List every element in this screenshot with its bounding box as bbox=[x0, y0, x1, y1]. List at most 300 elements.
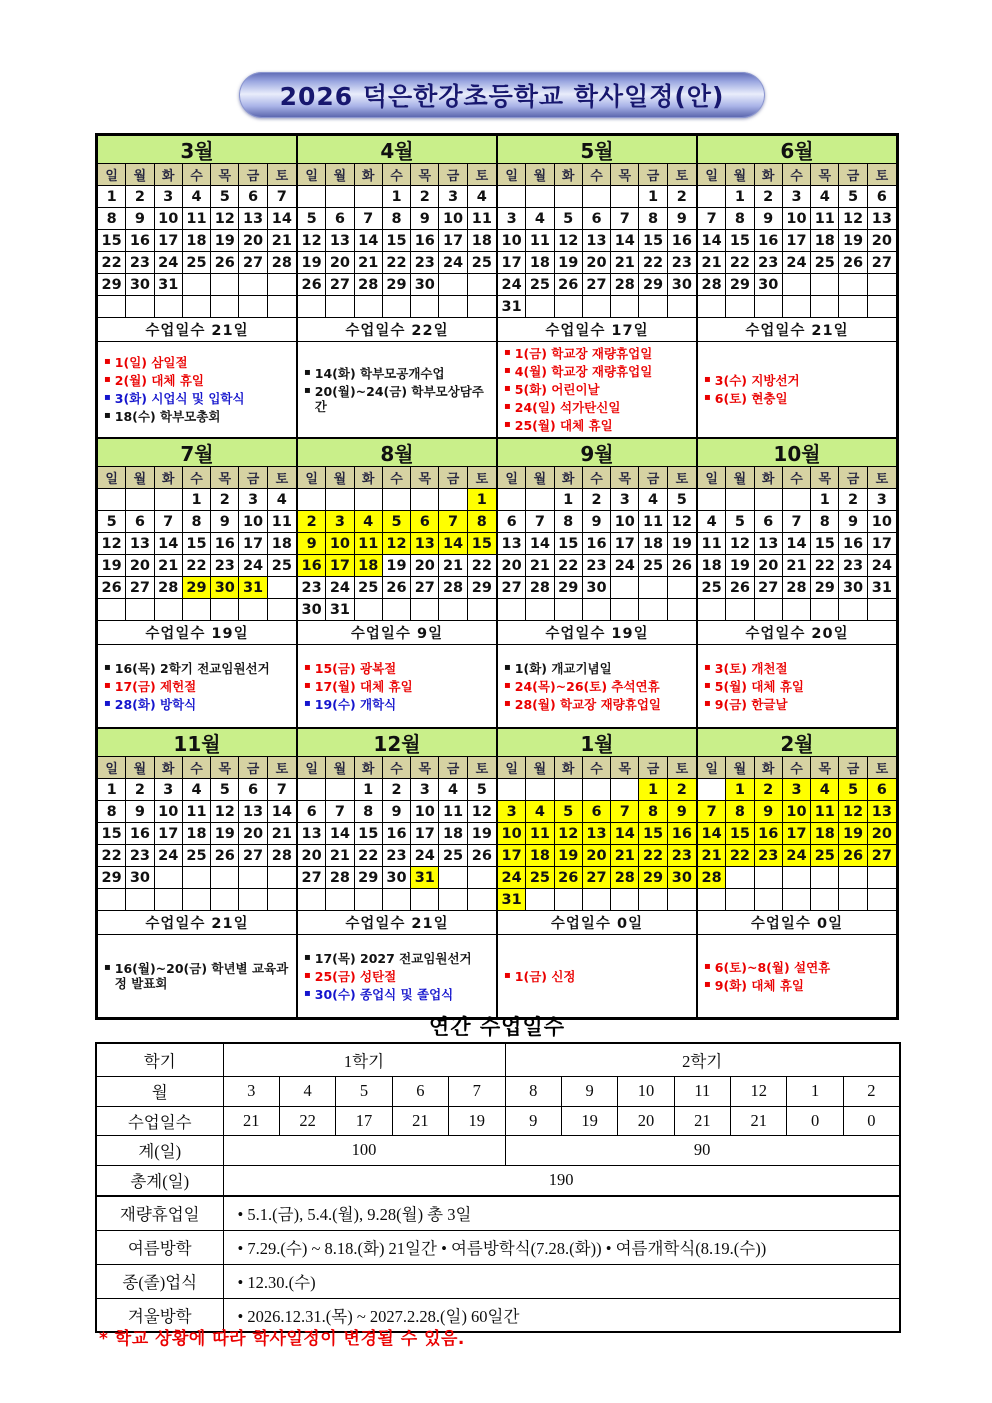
date-cell bbox=[611, 577, 639, 599]
weekday-header: 토 bbox=[475, 762, 489, 777]
date-cell bbox=[298, 779, 326, 801]
date-cell: 4 bbox=[468, 186, 496, 208]
weekday-header-row bbox=[98, 757, 296, 779]
date-cell: 13 bbox=[411, 533, 439, 555]
date-cell bbox=[526, 186, 554, 208]
date-cell: 29 bbox=[555, 577, 583, 599]
summary-cell: 2학기 bbox=[505, 1043, 900, 1076]
date-cell: 3 bbox=[611, 489, 639, 511]
weekday-header: 월 bbox=[526, 467, 554, 488]
date-cell bbox=[439, 489, 467, 511]
weekday-header: 목 bbox=[611, 757, 639, 778]
date-cell bbox=[639, 296, 667, 318]
weekday-header: 월 bbox=[726, 467, 754, 488]
date-cell: 24 bbox=[783, 845, 811, 867]
date-cell: 21 bbox=[268, 823, 296, 845]
date-cell bbox=[468, 867, 496, 889]
weekday-header: 목 bbox=[811, 467, 839, 488]
weekday-header: 화 bbox=[755, 164, 783, 185]
weekday-header: 금 bbox=[639, 757, 667, 778]
date-cell bbox=[811, 599, 839, 621]
date-cell: 2 bbox=[668, 779, 696, 801]
date-cell bbox=[98, 296, 126, 318]
date-cell: 4 bbox=[268, 489, 296, 511]
date-cell: 28 bbox=[783, 577, 811, 599]
weekday-header: 화 bbox=[755, 467, 783, 488]
date-cell: 30 bbox=[755, 274, 783, 296]
date-cell: 4 bbox=[183, 779, 211, 801]
date-cell: 11 bbox=[468, 208, 496, 230]
date-cell: 10 bbox=[783, 801, 811, 823]
date-cell bbox=[239, 274, 267, 296]
summary-cell: 1학기 bbox=[223, 1043, 505, 1076]
date-cell bbox=[183, 599, 211, 621]
date-cell: 1 bbox=[726, 779, 754, 801]
school-days-count: 수업일수 21일 bbox=[698, 318, 896, 342]
date-cell: 19 bbox=[298, 252, 326, 274]
weekday-header: 금 bbox=[239, 757, 267, 778]
date-cell: 30 bbox=[383, 867, 411, 889]
date-cell: 1 bbox=[183, 489, 211, 511]
month-title: 7월 bbox=[98, 439, 296, 467]
summary-row-label: 여름방학 bbox=[96, 1230, 223, 1264]
summary-cell: 9 bbox=[561, 1076, 617, 1106]
summary-cell: 21 bbox=[392, 1106, 448, 1135]
school-days-count: 수업일수 19일 bbox=[498, 621, 696, 645]
date-cell bbox=[155, 889, 183, 911]
date-cell: 8 bbox=[383, 208, 411, 230]
weekday-header: 목 bbox=[211, 467, 239, 488]
date-cell: 27 bbox=[239, 845, 267, 867]
weekday-header: 일 bbox=[498, 164, 526, 185]
weekday-header: 목 bbox=[611, 467, 639, 488]
date-cell: 21 bbox=[526, 555, 554, 577]
date-cell: 19 bbox=[555, 845, 583, 867]
weekday-header: 일 bbox=[298, 467, 326, 488]
date-cell: 9 bbox=[126, 801, 154, 823]
date-cell: 19 bbox=[839, 230, 867, 252]
date-cell: 31 bbox=[155, 274, 183, 296]
date-cell bbox=[439, 889, 467, 911]
month-block-9 bbox=[497, 438, 697, 728]
date-cell: 22 bbox=[726, 252, 754, 274]
summary-cell: 90 bbox=[505, 1135, 900, 1165]
date-cell bbox=[268, 274, 296, 296]
summary-row-label: 월 bbox=[96, 1076, 223, 1106]
weekday-header: 일 bbox=[98, 467, 126, 488]
date-cell: 4 bbox=[526, 801, 554, 823]
date-cell bbox=[555, 599, 583, 621]
date-cell: 12 bbox=[839, 801, 867, 823]
date-cell: 31 bbox=[498, 889, 526, 911]
date-cell: 2 bbox=[755, 186, 783, 208]
weekday-header: 수 bbox=[383, 467, 411, 488]
date-grid bbox=[698, 779, 896, 911]
date-cell: 30 bbox=[126, 274, 154, 296]
date-cell: 26 bbox=[383, 577, 411, 599]
date-cell bbox=[611, 186, 639, 208]
date-cell: 28 bbox=[155, 577, 183, 599]
date-cell: 7 bbox=[611, 208, 639, 230]
date-cell: 4 bbox=[183, 186, 211, 208]
summary-row-label: 수업일수 bbox=[96, 1106, 223, 1135]
date-cell: 27 bbox=[411, 577, 439, 599]
date-cell bbox=[411, 599, 439, 621]
date-cell: 3 bbox=[155, 186, 183, 208]
date-cell bbox=[98, 889, 126, 911]
weekday-header: 월 bbox=[726, 164, 754, 185]
date-cell bbox=[298, 489, 326, 511]
note-line: ▪ 1(화) 개교기념일 bbox=[503, 661, 694, 676]
date-cell: 1 bbox=[98, 779, 126, 801]
date-cell bbox=[583, 889, 611, 911]
date-cell: 26 bbox=[555, 274, 583, 296]
weekday-header-row bbox=[498, 467, 696, 489]
weekday-header: 목 bbox=[411, 757, 439, 778]
summary-cell: 22 bbox=[279, 1106, 335, 1135]
summary-cell: 0 bbox=[787, 1106, 843, 1135]
date-cell: 13 bbox=[868, 801, 896, 823]
date-cell: 24 bbox=[155, 252, 183, 274]
date-cell: 11 bbox=[526, 823, 554, 845]
date-cell: 19 bbox=[668, 533, 696, 555]
date-cell: 29 bbox=[98, 867, 126, 889]
date-cell: 27 bbox=[583, 867, 611, 889]
date-cell: 16 bbox=[668, 823, 696, 845]
note-line: ▪ 18(수) 학부모총회 bbox=[103, 409, 294, 424]
date-cell bbox=[155, 296, 183, 318]
date-cell: 16 bbox=[755, 230, 783, 252]
date-cell bbox=[583, 296, 611, 318]
weekday-header-row bbox=[298, 467, 496, 489]
date-cell: 28 bbox=[698, 867, 726, 889]
date-cell: 17 bbox=[783, 823, 811, 845]
date-cell: 12 bbox=[298, 230, 326, 252]
date-cell: 10 bbox=[155, 208, 183, 230]
summary-cell: 0 bbox=[843, 1106, 899, 1135]
date-cell: 23 bbox=[126, 252, 154, 274]
date-cell bbox=[383, 599, 411, 621]
date-cell bbox=[383, 296, 411, 318]
date-cell bbox=[839, 274, 867, 296]
date-cell: 15 bbox=[383, 230, 411, 252]
date-cell bbox=[211, 889, 239, 911]
weekday-header: 일 bbox=[698, 467, 726, 488]
date-cell: 5 bbox=[839, 779, 867, 801]
weekday-header: 금 bbox=[839, 164, 867, 185]
date-cell: 27 bbox=[498, 577, 526, 599]
footer-note: * 학교 상황에 따라 학사일정이 변경될 수 있음. bbox=[99, 1329, 465, 1349]
date-cell: 20 bbox=[868, 230, 896, 252]
date-cell: 2 bbox=[383, 779, 411, 801]
date-cell: 26 bbox=[211, 845, 239, 867]
date-cell: 21 bbox=[268, 230, 296, 252]
note-line: ▪ 25(금) 성탄절 bbox=[303, 969, 494, 984]
date-cell: 16 bbox=[755, 823, 783, 845]
date-cell: 20 bbox=[239, 230, 267, 252]
note-line: ▪ 24(목)~26(토) 추석연휴 bbox=[503, 679, 694, 694]
date-cell: 7 bbox=[783, 511, 811, 533]
month-block-12 bbox=[297, 728, 497, 1018]
date-cell bbox=[439, 274, 467, 296]
school-days-count: 수업일수 9일 bbox=[298, 621, 496, 645]
note-line: ▪ 3(화) 시업식 및 입학식 bbox=[103, 391, 294, 406]
date-cell: 13 bbox=[326, 230, 354, 252]
date-cell bbox=[239, 867, 267, 889]
date-cell bbox=[183, 889, 211, 911]
date-cell bbox=[668, 889, 696, 911]
date-cell: 31 bbox=[239, 577, 267, 599]
summary-row-label: 계(일) bbox=[96, 1135, 223, 1165]
date-cell bbox=[611, 779, 639, 801]
date-cell bbox=[783, 867, 811, 889]
summary-cell: 19 bbox=[449, 1106, 505, 1135]
month-title: 1월 bbox=[498, 729, 696, 757]
date-cell: 24 bbox=[411, 845, 439, 867]
date-cell bbox=[268, 577, 296, 599]
date-cell bbox=[726, 296, 754, 318]
weekday-header: 일 bbox=[98, 164, 126, 185]
date-cell: 25 bbox=[526, 274, 554, 296]
date-cell: 3 bbox=[783, 186, 811, 208]
date-cell: 2 bbox=[583, 489, 611, 511]
date-cell bbox=[239, 599, 267, 621]
month-notes bbox=[98, 645, 296, 727]
weekday-header: 화 bbox=[155, 164, 183, 185]
note-line: ▪ 17(월) 대체 휴일 bbox=[303, 679, 494, 694]
date-cell: 8 bbox=[639, 208, 667, 230]
summary-row-label: 학기 bbox=[96, 1043, 223, 1076]
date-cell bbox=[868, 889, 896, 911]
month-title: 6월 bbox=[698, 136, 896, 164]
date-cell: 2 bbox=[126, 779, 154, 801]
weekday-header: 목 bbox=[811, 757, 839, 778]
weekday-header: 일 bbox=[698, 164, 726, 185]
date-cell: 12 bbox=[98, 533, 126, 555]
date-cell: 12 bbox=[468, 801, 496, 823]
date-cell: 28 bbox=[526, 577, 554, 599]
date-cell: 29 bbox=[98, 274, 126, 296]
month-notes bbox=[698, 935, 896, 1017]
date-cell bbox=[468, 889, 496, 911]
date-cell: 8 bbox=[639, 801, 667, 823]
month-title: 8월 bbox=[298, 439, 496, 467]
month-block-3 bbox=[97, 135, 297, 438]
summary-cell: 19 bbox=[561, 1106, 617, 1135]
date-cell bbox=[668, 599, 696, 621]
weekday-header: 금 bbox=[439, 757, 467, 778]
date-cell: 8 bbox=[98, 208, 126, 230]
date-cell: 9 bbox=[126, 208, 154, 230]
summary-cell: 190 bbox=[223, 1165, 900, 1196]
date-cell: 10 bbox=[439, 208, 467, 230]
date-cell: 22 bbox=[811, 555, 839, 577]
date-cell: 29 bbox=[811, 577, 839, 599]
date-cell: 3 bbox=[326, 511, 354, 533]
date-cell: 26 bbox=[211, 252, 239, 274]
summary-cell: 1 bbox=[787, 1076, 843, 1106]
date-cell: 11 bbox=[268, 511, 296, 533]
note-line: ▪ 16(목) 2학기 전교임원선거 bbox=[103, 661, 294, 676]
date-cell: 15 bbox=[355, 823, 383, 845]
note-line: ▪ 4(월) 학교장 재량휴업일 bbox=[503, 364, 694, 379]
date-cell: 29 bbox=[355, 867, 383, 889]
summary-cell: 9 bbox=[505, 1106, 561, 1135]
date-cell bbox=[439, 867, 467, 889]
note-line: ▪ 20(월)~24(금) 학부모상담주간 bbox=[303, 384, 494, 414]
date-cell: 22 bbox=[639, 845, 667, 867]
date-cell: 20 bbox=[583, 845, 611, 867]
date-cell: 1 bbox=[639, 779, 667, 801]
date-cell: 24 bbox=[239, 555, 267, 577]
weekday-header: 금 bbox=[239, 467, 267, 488]
date-cell: 10 bbox=[498, 823, 526, 845]
date-cell: 8 bbox=[355, 801, 383, 823]
date-cell: 14 bbox=[698, 230, 726, 252]
date-cell bbox=[555, 779, 583, 801]
date-cell: 11 bbox=[639, 511, 667, 533]
date-cell: 26 bbox=[555, 867, 583, 889]
date-cell: 6 bbox=[239, 186, 267, 208]
weekday-header: 토 bbox=[675, 472, 689, 487]
date-cell bbox=[468, 274, 496, 296]
date-cell: 5 bbox=[668, 489, 696, 511]
date-cell bbox=[811, 867, 839, 889]
month-notes bbox=[98, 935, 296, 1017]
month-notes bbox=[298, 645, 496, 727]
date-cell: 9 bbox=[211, 511, 239, 533]
date-cell: 13 bbox=[498, 533, 526, 555]
date-cell bbox=[726, 889, 754, 911]
weekday-header-row bbox=[498, 757, 696, 779]
date-cell: 17 bbox=[498, 845, 526, 867]
date-cell: 16 bbox=[839, 533, 867, 555]
school-days-count: 수업일수 0일 bbox=[698, 911, 896, 935]
date-cell: 20 bbox=[411, 555, 439, 577]
month-notes bbox=[498, 342, 696, 437]
weekday-header: 토 bbox=[475, 472, 489, 487]
date-cell: 1 bbox=[98, 186, 126, 208]
weekday-header-row bbox=[698, 467, 896, 489]
note-line: ▪ 5(월) 대체 휴일 bbox=[703, 679, 894, 694]
date-cell: 24 bbox=[155, 845, 183, 867]
date-cell: 13 bbox=[755, 533, 783, 555]
month-notes bbox=[298, 342, 496, 437]
date-cell bbox=[126, 889, 154, 911]
summary-title: 연간 수업일수 bbox=[428, 1015, 566, 1039]
date-cell: 30 bbox=[668, 867, 696, 889]
date-cell: 27 bbox=[868, 845, 896, 867]
date-cell: 10 bbox=[239, 511, 267, 533]
note-line: ▪ 16(월)~20(금) 학년별 교육과정 발표회 bbox=[103, 961, 294, 991]
date-cell bbox=[698, 296, 726, 318]
date-cell: 21 bbox=[783, 555, 811, 577]
date-cell: 22 bbox=[639, 252, 667, 274]
date-cell: 14 bbox=[268, 801, 296, 823]
date-cell: 12 bbox=[383, 533, 411, 555]
date-cell bbox=[211, 296, 239, 318]
date-cell: 14 bbox=[698, 823, 726, 845]
weekday-header: 일 bbox=[498, 757, 526, 778]
date-cell bbox=[355, 186, 383, 208]
date-cell: 2 bbox=[298, 511, 326, 533]
date-grid bbox=[498, 779, 696, 911]
date-cell bbox=[326, 889, 354, 911]
weekday-header: 토 bbox=[675, 169, 689, 184]
date-cell: 23 bbox=[755, 845, 783, 867]
date-cell: 23 bbox=[211, 555, 239, 577]
date-cell: 12 bbox=[211, 208, 239, 230]
date-cell: 27 bbox=[326, 274, 354, 296]
date-cell: 31 bbox=[326, 599, 354, 621]
weekday-header: 수 bbox=[183, 467, 211, 488]
date-cell: 23 bbox=[755, 252, 783, 274]
date-cell: 30 bbox=[668, 274, 696, 296]
weekday-header: 목 bbox=[211, 164, 239, 185]
month-block-11 bbox=[97, 728, 297, 1018]
date-cell bbox=[811, 274, 839, 296]
date-cell: 25 bbox=[355, 577, 383, 599]
date-cell: 20 bbox=[498, 555, 526, 577]
date-cell: 19 bbox=[383, 555, 411, 577]
date-cell: 22 bbox=[726, 845, 754, 867]
date-cell: 1 bbox=[639, 186, 667, 208]
date-cell: 18 bbox=[355, 555, 383, 577]
date-cell: 16 bbox=[126, 230, 154, 252]
date-cell: 27 bbox=[583, 274, 611, 296]
note-line: ▪ 6(토)~8(월) 설연휴 bbox=[703, 960, 894, 975]
date-cell: 9 bbox=[383, 801, 411, 823]
date-cell bbox=[583, 779, 611, 801]
date-cell: 26 bbox=[668, 555, 696, 577]
date-cell bbox=[755, 489, 783, 511]
date-cell: 14 bbox=[155, 533, 183, 555]
date-cell bbox=[298, 296, 326, 318]
weekday-header: 토 bbox=[275, 472, 289, 487]
month-notes bbox=[298, 935, 496, 1017]
weekday-header: 금 bbox=[439, 164, 467, 185]
date-cell: 5 bbox=[211, 779, 239, 801]
weekday-header: 금 bbox=[439, 467, 467, 488]
weekday-header: 수 bbox=[783, 164, 811, 185]
summary-cell: 3 bbox=[223, 1076, 279, 1106]
weekday-header: 토 bbox=[275, 762, 289, 777]
date-cell: 23 bbox=[668, 252, 696, 274]
date-cell: 18 bbox=[526, 252, 554, 274]
date-cell: 22 bbox=[98, 252, 126, 274]
date-cell: 11 bbox=[183, 208, 211, 230]
date-cell bbox=[155, 489, 183, 511]
date-cell bbox=[411, 489, 439, 511]
date-cell: 3 bbox=[498, 208, 526, 230]
date-cell: 2 bbox=[126, 186, 154, 208]
date-cell: 25 bbox=[439, 845, 467, 867]
date-cell: 18 bbox=[526, 845, 554, 867]
date-cell: 9 bbox=[839, 511, 867, 533]
weekday-header: 월 bbox=[126, 757, 154, 778]
date-cell: 23 bbox=[298, 577, 326, 599]
summary-cell: 20 bbox=[618, 1106, 674, 1135]
date-cell bbox=[183, 296, 211, 318]
summary-table bbox=[95, 1042, 901, 1333]
summary-cell: 21 bbox=[223, 1106, 279, 1135]
date-cell: 18 bbox=[811, 230, 839, 252]
weekday-header: 월 bbox=[326, 757, 354, 778]
date-cell: 6 bbox=[583, 801, 611, 823]
date-grid bbox=[298, 186, 496, 318]
weekday-header: 토 bbox=[875, 169, 889, 184]
date-cell: 18 bbox=[183, 230, 211, 252]
